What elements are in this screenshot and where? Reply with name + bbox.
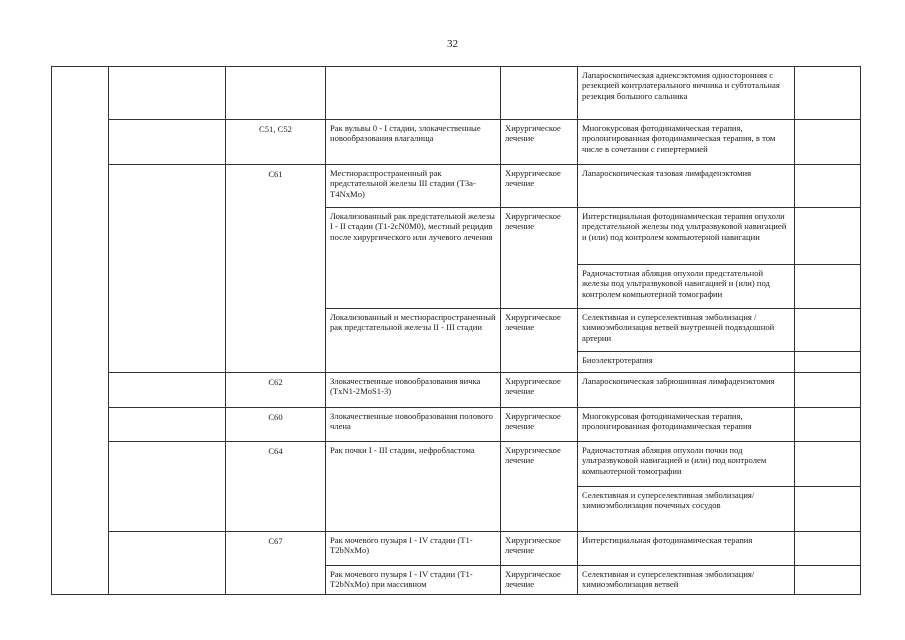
table-row xyxy=(52,408,861,442)
patient-model-cell: Рак вульвы 0 - I стадии, злокачественные новообразования влагалища xyxy=(326,120,501,165)
treatment-type-cell: Хирургическое лечение xyxy=(501,442,578,532)
profile-cell xyxy=(109,408,226,442)
profile-cell xyxy=(109,165,226,373)
treatment-type-cell: Хирургическое лечение xyxy=(501,408,578,442)
table-row xyxy=(52,442,861,487)
treatment-method-cell: Лапароскопическая аднексэктомия односторонняя с резекцией контрлатерального яичника и субтотальная резекция большого сальника xyxy=(578,67,795,120)
treatment-type-cell: Хирургическое лечение xyxy=(501,309,578,373)
treatment-type-cell: Хирургическое лечение xyxy=(501,208,578,309)
icd-code-cell: C62 xyxy=(226,373,326,408)
group-number-cell xyxy=(52,67,109,408)
treatment-type-cell xyxy=(501,67,578,120)
patient-model-cell: Локализованный и местнораспространенный рак предстательной железы II - III стадии xyxy=(326,309,501,373)
icd-code-cell: C51, C52 xyxy=(226,120,326,165)
icd-code-cell: C67 xyxy=(226,532,326,595)
treatment-method-cell: Селективная и суперселективная эмболизация/химиоэмболизация ветвей xyxy=(578,566,795,595)
table-row xyxy=(52,67,861,120)
treatment-method-cell: Биоэлектротерапия xyxy=(578,352,795,373)
treatment-method-cell: Радиочастотная абляция опухоли почки под ультразвуковой навигацией и (или) под контролем компьютерной томографии xyxy=(578,442,795,487)
patient-model-cell: Рак почки I - III стадии, нефробластома xyxy=(326,442,501,532)
icd-code-cell: C61 xyxy=(226,165,326,373)
icd-code-cell xyxy=(226,67,326,120)
table-row xyxy=(52,120,861,165)
cost-cell xyxy=(795,408,861,442)
page-number: 32 xyxy=(447,38,458,50)
treatment-method-cell: Селективная и суперселективная эмболизация/химиоэмболизация почечных сосудов xyxy=(578,487,795,532)
cost-cell xyxy=(795,532,861,566)
cost-cell xyxy=(795,566,861,595)
treatment-method-cell: Селективная и суперселективная эмболизация /химиоэмболизация ветвей внутренней подвздошной артерии xyxy=(578,309,795,352)
cost-cell xyxy=(795,309,861,352)
table-row xyxy=(52,373,861,408)
cost-cell xyxy=(795,442,861,487)
table-row xyxy=(52,165,861,208)
patient-model-cell: Злокачественные новообразования полового члена xyxy=(326,408,501,442)
treatment-method-cell: Лапароскопическая забрюшинная лимфаденэктомия xyxy=(578,373,795,408)
profile-cell xyxy=(109,532,226,595)
treatment-method-cell: Интерстициальная фотодинамическая терапия опухоли предстательной железы под ультразвуковой навигацией и (или) под контролем компьютерной навигации xyxy=(578,208,795,265)
group-number-cell xyxy=(52,408,109,595)
profile-cell xyxy=(109,120,226,165)
treatment-type-cell: Хирургическое лечение xyxy=(501,165,578,208)
profile-cell xyxy=(109,373,226,408)
treatment-method-cell: Многокурсовая фотодинамическая терапия, пролонгированная фотодинамическая терапия xyxy=(578,408,795,442)
cost-cell xyxy=(795,373,861,408)
patient-model-cell: Рак мочевого пузыря I - IV стадии (T1-T2bNxMo) xyxy=(326,532,501,566)
cost-cell xyxy=(795,352,861,373)
treatment-method-cell: Лапароскопическая тазовая лимфаденэктомия xyxy=(578,165,795,208)
patient-model-cell: Местнораспространенный рак предстательной железы III стадии (T3a-T4NxMo) xyxy=(326,165,501,208)
profile-cell xyxy=(109,67,226,120)
cost-cell xyxy=(795,208,861,265)
icd-code-cell: C64 xyxy=(226,442,326,532)
cost-cell xyxy=(795,487,861,532)
cost-cell xyxy=(795,67,861,120)
cost-cell xyxy=(795,120,861,165)
cost-cell xyxy=(795,165,861,208)
cost-cell xyxy=(795,265,861,309)
treatment-type-cell: Хирургическое лечение xyxy=(501,373,578,408)
patient-model-cell: Злокачественные новообразования яичка (TxN1-2MoS1-3) xyxy=(326,373,501,408)
patient-model-cell xyxy=(326,67,501,120)
table-row xyxy=(52,532,861,566)
medical-care-table xyxy=(51,66,861,595)
treatment-method-cell: Многокурсовая фотодинамическая терапия, пролонгированная фотодинамическая терапия, в том числе в сочетании с гипертермией xyxy=(578,120,795,165)
icd-code-cell: C60 xyxy=(226,408,326,442)
treatment-type-cell: Хирургическое лечение xyxy=(501,566,578,595)
treatment-method-cell: Радиочастотная абляция опухоли предстательной железы под ультразвуковой навигацией и (или) под контролем компьютерной томографии xyxy=(578,265,795,309)
patient-model-cell: Рак мочевого пузыря I - IV стадии (T1-T2bNxMo) при массивном xyxy=(326,566,501,595)
profile-cell xyxy=(109,442,226,532)
patient-model-cell: Локализованный рак предстательной железы I - II стадии (T1-2cN0M0), местный рецидив после хирургического или лучевого лечения xyxy=(326,208,501,309)
treatment-method-cell: Интерстициальная фотодинамическая терапия xyxy=(578,532,795,566)
treatment-type-cell: Хирургическое лечение xyxy=(501,532,578,566)
treatment-type-cell: Хирургическое лечение xyxy=(501,120,578,165)
